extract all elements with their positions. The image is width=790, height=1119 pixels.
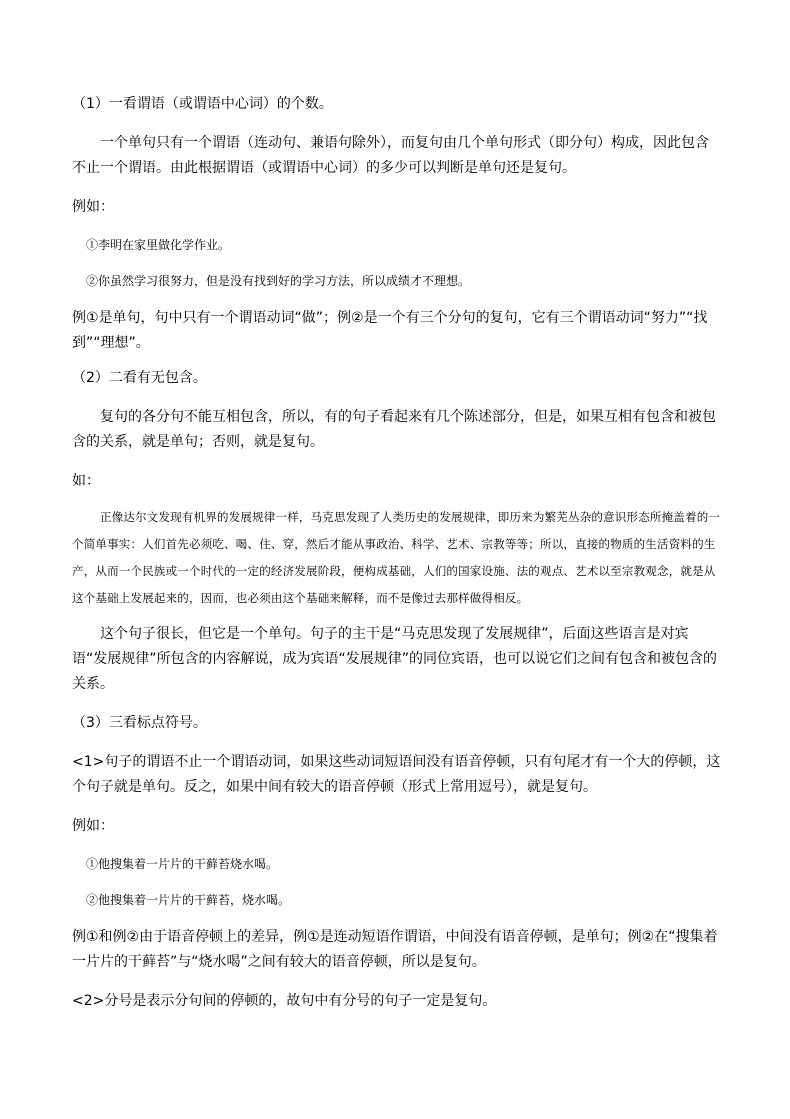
section-heading-2: （2）二看有无包含。 — [72, 370, 207, 386]
example-label-3: 例如： — [72, 818, 114, 834]
section-heading-3: （3）三看标点符号。 — [72, 715, 207, 731]
example-sentence-2-2: ②他搜集着一片片的干藓苔，烧水喝。 — [86, 893, 291, 907]
paragraph-7: <2>分号是表示分句间的停顿的，故句中有分号的句子一定是复句。 — [72, 993, 497, 1009]
document-body — [72, 92, 722, 1014]
paragraph-4: 这个句子很长，但它是一个单句。句子的主干是“马克思发现了发展规律”，后面这些语言是对宾语“发展规律”所包含的内容解说，成为宾语“发展规律”的同位宾语，也可以说它们之间有包含和被包含的关系。 — [72, 626, 718, 692]
quoted-example: 正像达尔文发现有机界的发展规律一样，马克思发现了人类历史的发展规律，即历来为繁芜丛杂的意识形态所掩盖着的一个简单事实：人们首先必须吃、喝、住、穿，然后才能从事政治、科学、艺术、宗教等等；所以，直接的物质的生活资料的生产，从而一个民族或一个时代的一定的经济发展阶段，便构成基础，人们的国家设施、法的观点、艺术以至宗教观念，就是从这个基础上发展起来的，因而，也必须由这个基础来解释，而不是像过去那样做得相反。 — [72, 510, 721, 605]
example-sentence-1-1: ①李明在家里做化学作业。 — [86, 238, 231, 252]
paragraph-3: 复句的各分句不能互相包含，所以，有的句子看起来有几个陈述部分，但是，如果互相有包含和被包含的关系，就是单句；否则，就是复句。 — [72, 409, 716, 450]
example-sentence-2-1: ①他搜集着一片片的干藓苔烧水喝。 — [86, 857, 279, 871]
example-label-2: 如： — [72, 473, 100, 489]
example-sentence-1-2: ②你虽然学习很努力，但是没有找到好的学习方法，所以成绩才不理想。 — [86, 274, 471, 288]
section-heading-1: （1）一看谓语（或谓语中心词）的个数。 — [72, 96, 333, 112]
example-label-1: 例如： — [72, 199, 114, 215]
paragraph-5: <1>句子的谓语不止一个谓语动词，如果这些动词短语间没有语音停顿，只有句尾才有一个大的停顿，这个句子就是单句。反之，如果中间有较大的语音停顿（形式上常用逗号），就是复句。 — [72, 754, 721, 795]
paragraph-6: 例①和例②由于语音停顿上的差异，例①是连动短语作谓语，中间没有语音停顿，是单句；例②在“搜集着一片片的干藓苔”与“烧水喝”之间有较大的语音停顿，所以是复句。 — [72, 929, 718, 970]
paragraph-2: 例①是单句，句中只有一个谓语动词“做”；例②是一个有三个分句的复句，它有三个谓语动词“努力”“找到”“理想”。 — [72, 310, 708, 351]
paragraph-1: 一个单句只有一个谓语（连动句、兼语句除外），而复句由几个单句形式（即分句）构成，因此包含不止一个谓语。由此根据谓语（或谓语中心词）的多少可以判断是单句还是复句。 — [72, 135, 709, 176]
